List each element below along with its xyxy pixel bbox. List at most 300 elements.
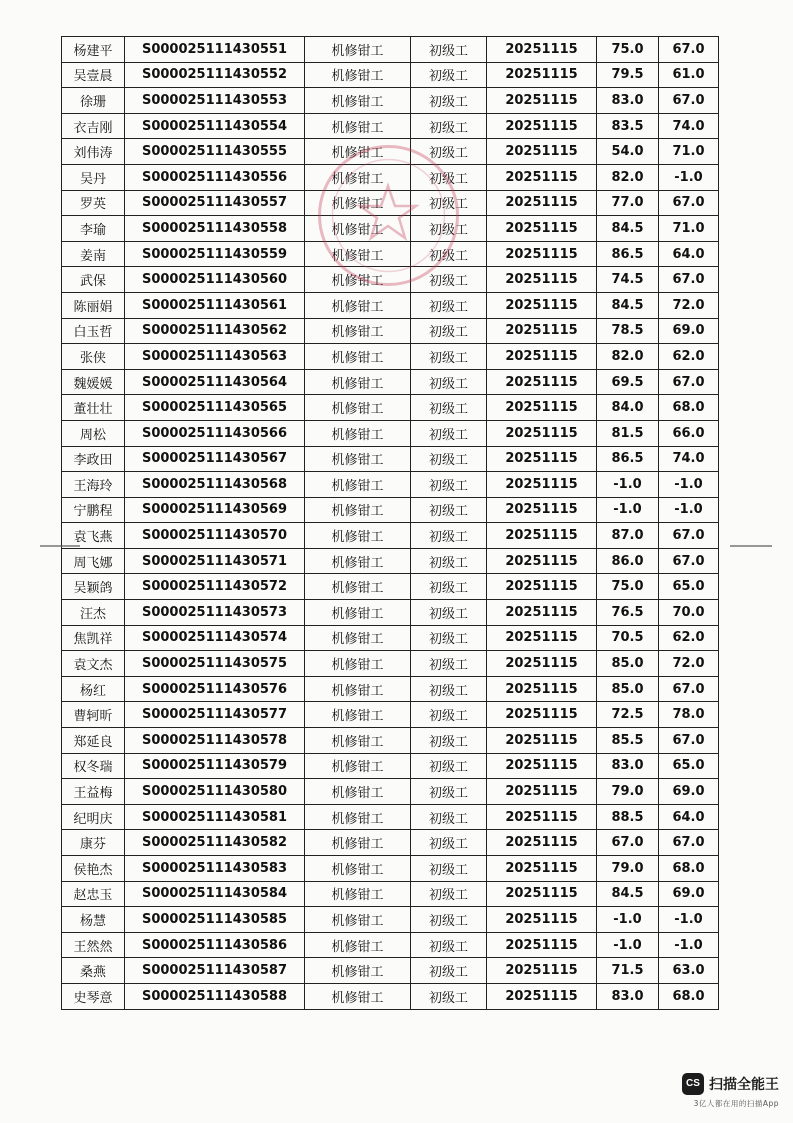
table-row (62, 574, 719, 600)
score1-cell: 67.0 (597, 830, 659, 856)
trade-cell: 机修钳工 (305, 907, 411, 933)
date-cell: 20251115 (487, 702, 597, 728)
trade-cell: 机修钳工 (305, 523, 411, 549)
trade-cell: 机修钳工 (305, 856, 411, 882)
trade-cell: 机修钳工 (305, 292, 411, 318)
score1-cell: 86.5 (597, 446, 659, 472)
trade-cell: 机修钳工 (305, 472, 411, 498)
score2-cell: 72.0 (659, 292, 719, 318)
id-cell: S000025111430561 (125, 292, 305, 318)
date-cell: 20251115 (487, 907, 597, 933)
id-cell: S000025111430565 (125, 395, 305, 421)
trade-cell: 机修钳工 (305, 88, 411, 114)
date-cell: 20251115 (487, 625, 597, 651)
date-cell: 20251115 (487, 395, 597, 421)
trade-cell: 机修钳工 (305, 241, 411, 267)
date-cell: 20251115 (487, 139, 597, 165)
score2-cell: 67.0 (659, 37, 719, 63)
level-cell: 初级工 (411, 958, 487, 984)
score2-cell: 67.0 (659, 548, 719, 574)
score1-cell: 81.5 (597, 420, 659, 446)
name-cell: 杨慧 (62, 907, 125, 933)
id-cell: S000025111430566 (125, 420, 305, 446)
table-row (62, 190, 719, 216)
trade-cell: 机修钳工 (305, 395, 411, 421)
level-cell: 初级工 (411, 369, 487, 395)
name-cell: 桑燕 (62, 958, 125, 984)
score2-cell: -1.0 (659, 164, 719, 190)
trade-cell: 机修钳工 (305, 676, 411, 702)
id-cell: S000025111430569 (125, 497, 305, 523)
date-cell: 20251115 (487, 574, 597, 600)
id-cell: S000025111430556 (125, 164, 305, 190)
trade-cell: 机修钳工 (305, 804, 411, 830)
table-row (62, 779, 719, 805)
date-cell: 20251115 (487, 62, 597, 88)
id-cell: S000025111430585 (125, 907, 305, 933)
name-cell: 魏媛媛 (62, 369, 125, 395)
score1-cell: 70.5 (597, 625, 659, 651)
name-cell: 李政田 (62, 446, 125, 472)
table-row (62, 932, 719, 958)
score1-cell: 86.0 (597, 548, 659, 574)
table-row (62, 62, 719, 88)
table-row (62, 497, 719, 523)
score2-cell: 68.0 (659, 856, 719, 882)
table-row (62, 164, 719, 190)
trade-cell: 机修钳工 (305, 190, 411, 216)
table-row (62, 113, 719, 139)
score1-cell: -1.0 (597, 497, 659, 523)
score1-cell: 84.5 (597, 881, 659, 907)
score2-cell: 62.0 (659, 625, 719, 651)
name-cell: 罗英 (62, 190, 125, 216)
level-cell: 初级工 (411, 574, 487, 600)
date-cell: 20251115 (487, 37, 597, 63)
table-row (62, 983, 719, 1009)
id-cell: S000025111430564 (125, 369, 305, 395)
trade-cell: 机修钳工 (305, 164, 411, 190)
date-cell: 20251115 (487, 318, 597, 344)
trade-cell: 机修钳工 (305, 267, 411, 293)
score1-cell: 84.5 (597, 216, 659, 242)
score1-cell: 79.0 (597, 779, 659, 805)
score1-cell: 82.0 (597, 164, 659, 190)
date-cell: 20251115 (487, 446, 597, 472)
id-cell: S000025111430578 (125, 728, 305, 754)
table-row (62, 318, 719, 344)
id-cell: S000025111430580 (125, 779, 305, 805)
level-cell: 初级工 (411, 446, 487, 472)
name-cell: 刘伟涛 (62, 139, 125, 165)
date-cell: 20251115 (487, 804, 597, 830)
level-cell: 初级工 (411, 676, 487, 702)
score2-cell: -1.0 (659, 932, 719, 958)
trade-cell: 机修钳工 (305, 497, 411, 523)
score1-cell: 83.0 (597, 753, 659, 779)
score1-cell: 85.0 (597, 651, 659, 677)
date-cell: 20251115 (487, 958, 597, 984)
date-cell: 20251115 (487, 241, 597, 267)
score2-cell: 69.0 (659, 779, 719, 805)
score1-cell: -1.0 (597, 472, 659, 498)
name-cell: 王然然 (62, 932, 125, 958)
level-cell: 初级工 (411, 856, 487, 882)
date-cell: 20251115 (487, 983, 597, 1009)
date-cell: 20251115 (487, 856, 597, 882)
id-cell: S000025111430563 (125, 344, 305, 370)
score2-cell: 67.0 (659, 190, 719, 216)
trade-cell: 机修钳工 (305, 728, 411, 754)
level-cell: 初级工 (411, 907, 487, 933)
name-cell: 杨红 (62, 676, 125, 702)
score2-cell: 71.0 (659, 216, 719, 242)
score-table-body (62, 37, 719, 1010)
level-cell: 初级工 (411, 62, 487, 88)
name-cell: 姜南 (62, 241, 125, 267)
table-row (62, 856, 719, 882)
score1-cell: 83.0 (597, 88, 659, 114)
name-cell: 王益梅 (62, 779, 125, 805)
name-cell: 周飞娜 (62, 548, 125, 574)
score2-cell: 71.0 (659, 139, 719, 165)
table-row (62, 37, 719, 63)
name-cell: 康芬 (62, 830, 125, 856)
table-row (62, 344, 719, 370)
table-row (62, 548, 719, 574)
name-cell: 赵忠玉 (62, 881, 125, 907)
table-row (62, 881, 719, 907)
trade-cell: 机修钳工 (305, 702, 411, 728)
score2-cell: 67.0 (659, 523, 719, 549)
date-cell: 20251115 (487, 779, 597, 805)
score2-cell: 67.0 (659, 88, 719, 114)
trade-cell: 机修钳工 (305, 369, 411, 395)
score2-cell: 70.0 (659, 600, 719, 626)
table-row (62, 216, 719, 242)
id-cell: S000025111430573 (125, 600, 305, 626)
name-cell: 焦凯祥 (62, 625, 125, 651)
date-cell: 20251115 (487, 676, 597, 702)
name-cell: 袁文杰 (62, 651, 125, 677)
score1-cell: 71.5 (597, 958, 659, 984)
name-cell: 吴丹 (62, 164, 125, 190)
score2-cell: 67.0 (659, 267, 719, 293)
level-cell: 初级工 (411, 292, 487, 318)
id-cell: S000025111430581 (125, 804, 305, 830)
score1-cell: 83.0 (597, 983, 659, 1009)
id-cell: S000025111430553 (125, 88, 305, 114)
score2-cell: 63.0 (659, 958, 719, 984)
table-row (62, 472, 719, 498)
table-row (62, 625, 719, 651)
score2-cell: 61.0 (659, 62, 719, 88)
date-cell: 20251115 (487, 420, 597, 446)
table-row (62, 753, 719, 779)
name-cell: 曹轲昕 (62, 702, 125, 728)
id-cell: S000025111430552 (125, 62, 305, 88)
table-row (62, 395, 719, 421)
name-cell: 宁鹏程 (62, 497, 125, 523)
level-cell: 初级工 (411, 804, 487, 830)
trade-cell: 机修钳工 (305, 216, 411, 242)
table-row (62, 907, 719, 933)
name-cell: 袁飞燕 (62, 523, 125, 549)
table-row (62, 600, 719, 626)
level-cell: 初级工 (411, 420, 487, 446)
level-cell: 初级工 (411, 523, 487, 549)
trade-cell: 机修钳工 (305, 62, 411, 88)
score1-cell: 75.0 (597, 574, 659, 600)
trade-cell: 机修钳工 (305, 344, 411, 370)
level-cell: 初级工 (411, 830, 487, 856)
level-cell: 初级工 (411, 625, 487, 651)
trade-cell: 机修钳工 (305, 958, 411, 984)
level-cell: 初级工 (411, 548, 487, 574)
name-cell: 衣吉刚 (62, 113, 125, 139)
score1-cell: 87.0 (597, 523, 659, 549)
level-cell: 初级工 (411, 983, 487, 1009)
score1-cell: 84.5 (597, 292, 659, 318)
name-cell: 董壮壮 (62, 395, 125, 421)
level-cell: 初级工 (411, 600, 487, 626)
id-cell: S000025111430562 (125, 318, 305, 344)
score1-cell: -1.0 (597, 907, 659, 933)
id-cell: S000025111430557 (125, 190, 305, 216)
score2-cell: 67.0 (659, 369, 719, 395)
score2-cell: 66.0 (659, 420, 719, 446)
date-cell: 20251115 (487, 292, 597, 318)
level-cell: 初级工 (411, 779, 487, 805)
score2-cell: 67.0 (659, 676, 719, 702)
score1-cell: 75.0 (597, 37, 659, 63)
name-cell: 白玉哲 (62, 318, 125, 344)
id-cell: S000025111430555 (125, 139, 305, 165)
level-cell: 初级工 (411, 190, 487, 216)
score1-cell: 84.0 (597, 395, 659, 421)
score-table (61, 36, 719, 1010)
level-cell: 初级工 (411, 932, 487, 958)
date-cell: 20251115 (487, 113, 597, 139)
table-row (62, 420, 719, 446)
date-cell: 20251115 (487, 728, 597, 754)
name-cell: 吴颖鸽 (62, 574, 125, 600)
id-cell: S000025111430579 (125, 753, 305, 779)
score2-cell: 69.0 (659, 318, 719, 344)
name-cell: 王海玲 (62, 472, 125, 498)
trade-cell: 机修钳工 (305, 779, 411, 805)
watermark-app-name: 扫描全能王 (709, 1077, 779, 1093)
table-row (62, 830, 719, 856)
date-cell: 20251115 (487, 932, 597, 958)
score2-cell: 68.0 (659, 983, 719, 1009)
id-cell: S000025111430567 (125, 446, 305, 472)
score1-cell: 85.5 (597, 728, 659, 754)
id-cell: S000025111430571 (125, 548, 305, 574)
score2-cell: 78.0 (659, 702, 719, 728)
level-cell: 初级工 (411, 753, 487, 779)
id-cell: S000025111430551 (125, 37, 305, 63)
name-cell: 史琴意 (62, 983, 125, 1009)
name-cell: 权冬瑞 (62, 753, 125, 779)
score1-cell: 88.5 (597, 804, 659, 830)
trade-cell: 机修钳工 (305, 113, 411, 139)
level-cell: 初级工 (411, 164, 487, 190)
scan-artifact (40, 545, 80, 547)
id-cell: S000025111430554 (125, 113, 305, 139)
table-row (62, 958, 719, 984)
trade-cell: 机修钳工 (305, 932, 411, 958)
score1-cell: 79.0 (597, 856, 659, 882)
name-cell: 杨建平 (62, 37, 125, 63)
score2-cell: 65.0 (659, 574, 719, 600)
score2-cell: 67.0 (659, 830, 719, 856)
score1-cell: -1.0 (597, 932, 659, 958)
level-cell: 初级工 (411, 395, 487, 421)
level-cell: 初级工 (411, 651, 487, 677)
date-cell: 20251115 (487, 600, 597, 626)
date-cell: 20251115 (487, 830, 597, 856)
trade-cell: 机修钳工 (305, 548, 411, 574)
date-cell: 20251115 (487, 523, 597, 549)
score1-cell: 85.0 (597, 676, 659, 702)
level-cell: 初级工 (411, 88, 487, 114)
table-row (62, 676, 719, 702)
trade-cell: 机修钳工 (305, 600, 411, 626)
id-cell: S000025111430570 (125, 523, 305, 549)
trade-cell: 机修钳工 (305, 420, 411, 446)
table-row (62, 292, 719, 318)
level-cell: 初级工 (411, 472, 487, 498)
date-cell: 20251115 (487, 651, 597, 677)
score2-cell: 72.0 (659, 651, 719, 677)
score2-cell: 64.0 (659, 804, 719, 830)
level-cell: 初级工 (411, 344, 487, 370)
score1-cell: 72.5 (597, 702, 659, 728)
date-cell: 20251115 (487, 88, 597, 114)
level-cell: 初级工 (411, 267, 487, 293)
name-cell: 陈丽娟 (62, 292, 125, 318)
table-row (62, 651, 719, 677)
table-row (62, 804, 719, 830)
trade-cell: 机修钳工 (305, 651, 411, 677)
trade-cell: 机修钳工 (305, 37, 411, 63)
score2-cell: 74.0 (659, 113, 719, 139)
name-cell: 纪明庆 (62, 804, 125, 830)
trade-cell: 机修钳工 (305, 139, 411, 165)
trade-cell: 机修钳工 (305, 881, 411, 907)
date-cell: 20251115 (487, 164, 597, 190)
id-cell: S000025111430577 (125, 702, 305, 728)
name-cell: 张侠 (62, 344, 125, 370)
level-cell: 初级工 (411, 139, 487, 165)
scan-artifact (730, 545, 772, 547)
score2-cell: 65.0 (659, 753, 719, 779)
score1-cell: 69.5 (597, 369, 659, 395)
name-cell: 武保 (62, 267, 125, 293)
trade-cell: 机修钳工 (305, 446, 411, 472)
id-cell: S000025111430587 (125, 958, 305, 984)
score2-cell: -1.0 (659, 907, 719, 933)
id-cell: S000025111430575 (125, 651, 305, 677)
name-cell: 郑延良 (62, 728, 125, 754)
table-row (62, 728, 719, 754)
score2-cell: -1.0 (659, 497, 719, 523)
date-cell: 20251115 (487, 267, 597, 293)
level-cell: 初级工 (411, 728, 487, 754)
table-row (62, 702, 719, 728)
score1-cell: 83.5 (597, 113, 659, 139)
id-cell: S000025111430576 (125, 676, 305, 702)
score1-cell: 76.5 (597, 600, 659, 626)
score1-cell: 86.5 (597, 241, 659, 267)
name-cell: 李瑜 (62, 216, 125, 242)
id-cell: S000025111430572 (125, 574, 305, 600)
date-cell: 20251115 (487, 216, 597, 242)
date-cell: 20251115 (487, 472, 597, 498)
trade-cell: 机修钳工 (305, 625, 411, 651)
name-cell: 侯艳杰 (62, 856, 125, 882)
score2-cell: 69.0 (659, 881, 719, 907)
table-row (62, 139, 719, 165)
trade-cell: 机修钳工 (305, 318, 411, 344)
watermark-tagline: 3亿人都在用的扫描App (693, 1099, 779, 1108)
date-cell: 20251115 (487, 881, 597, 907)
id-cell: S000025111430584 (125, 881, 305, 907)
level-cell: 初级工 (411, 113, 487, 139)
level-cell: 初级工 (411, 318, 487, 344)
date-cell: 20251115 (487, 369, 597, 395)
date-cell: 20251115 (487, 344, 597, 370)
trade-cell: 机修钳工 (305, 574, 411, 600)
trade-cell: 机修钳工 (305, 753, 411, 779)
table-row (62, 241, 719, 267)
date-cell: 20251115 (487, 753, 597, 779)
id-cell: S000025111430574 (125, 625, 305, 651)
id-cell: S000025111430588 (125, 983, 305, 1009)
score2-cell: 68.0 (659, 395, 719, 421)
id-cell: S000025111430558 (125, 216, 305, 242)
id-cell: S000025111430568 (125, 472, 305, 498)
score2-cell: 62.0 (659, 344, 719, 370)
id-cell: S000025111430560 (125, 267, 305, 293)
camscanner-logo-icon: CS (682, 1073, 704, 1095)
date-cell: 20251115 (487, 548, 597, 574)
score1-cell: 54.0 (597, 139, 659, 165)
score1-cell: 74.5 (597, 267, 659, 293)
score2-cell: -1.0 (659, 472, 719, 498)
scanner-watermark (669, 1073, 779, 1109)
score1-cell: 79.5 (597, 62, 659, 88)
table-row (62, 523, 719, 549)
level-cell: 初级工 (411, 881, 487, 907)
name-cell: 徐珊 (62, 88, 125, 114)
id-cell: S000025111430586 (125, 932, 305, 958)
id-cell: S000025111430582 (125, 830, 305, 856)
score2-cell: 74.0 (659, 446, 719, 472)
table-row (62, 446, 719, 472)
score1-cell: 82.0 (597, 344, 659, 370)
name-cell: 吴壹晨 (62, 62, 125, 88)
table-row (62, 88, 719, 114)
level-cell: 初级工 (411, 702, 487, 728)
trade-cell: 机修钳工 (305, 830, 411, 856)
level-cell: 初级工 (411, 216, 487, 242)
table-row (62, 369, 719, 395)
level-cell: 初级工 (411, 497, 487, 523)
score2-cell: 67.0 (659, 728, 719, 754)
trade-cell: 机修钳工 (305, 983, 411, 1009)
